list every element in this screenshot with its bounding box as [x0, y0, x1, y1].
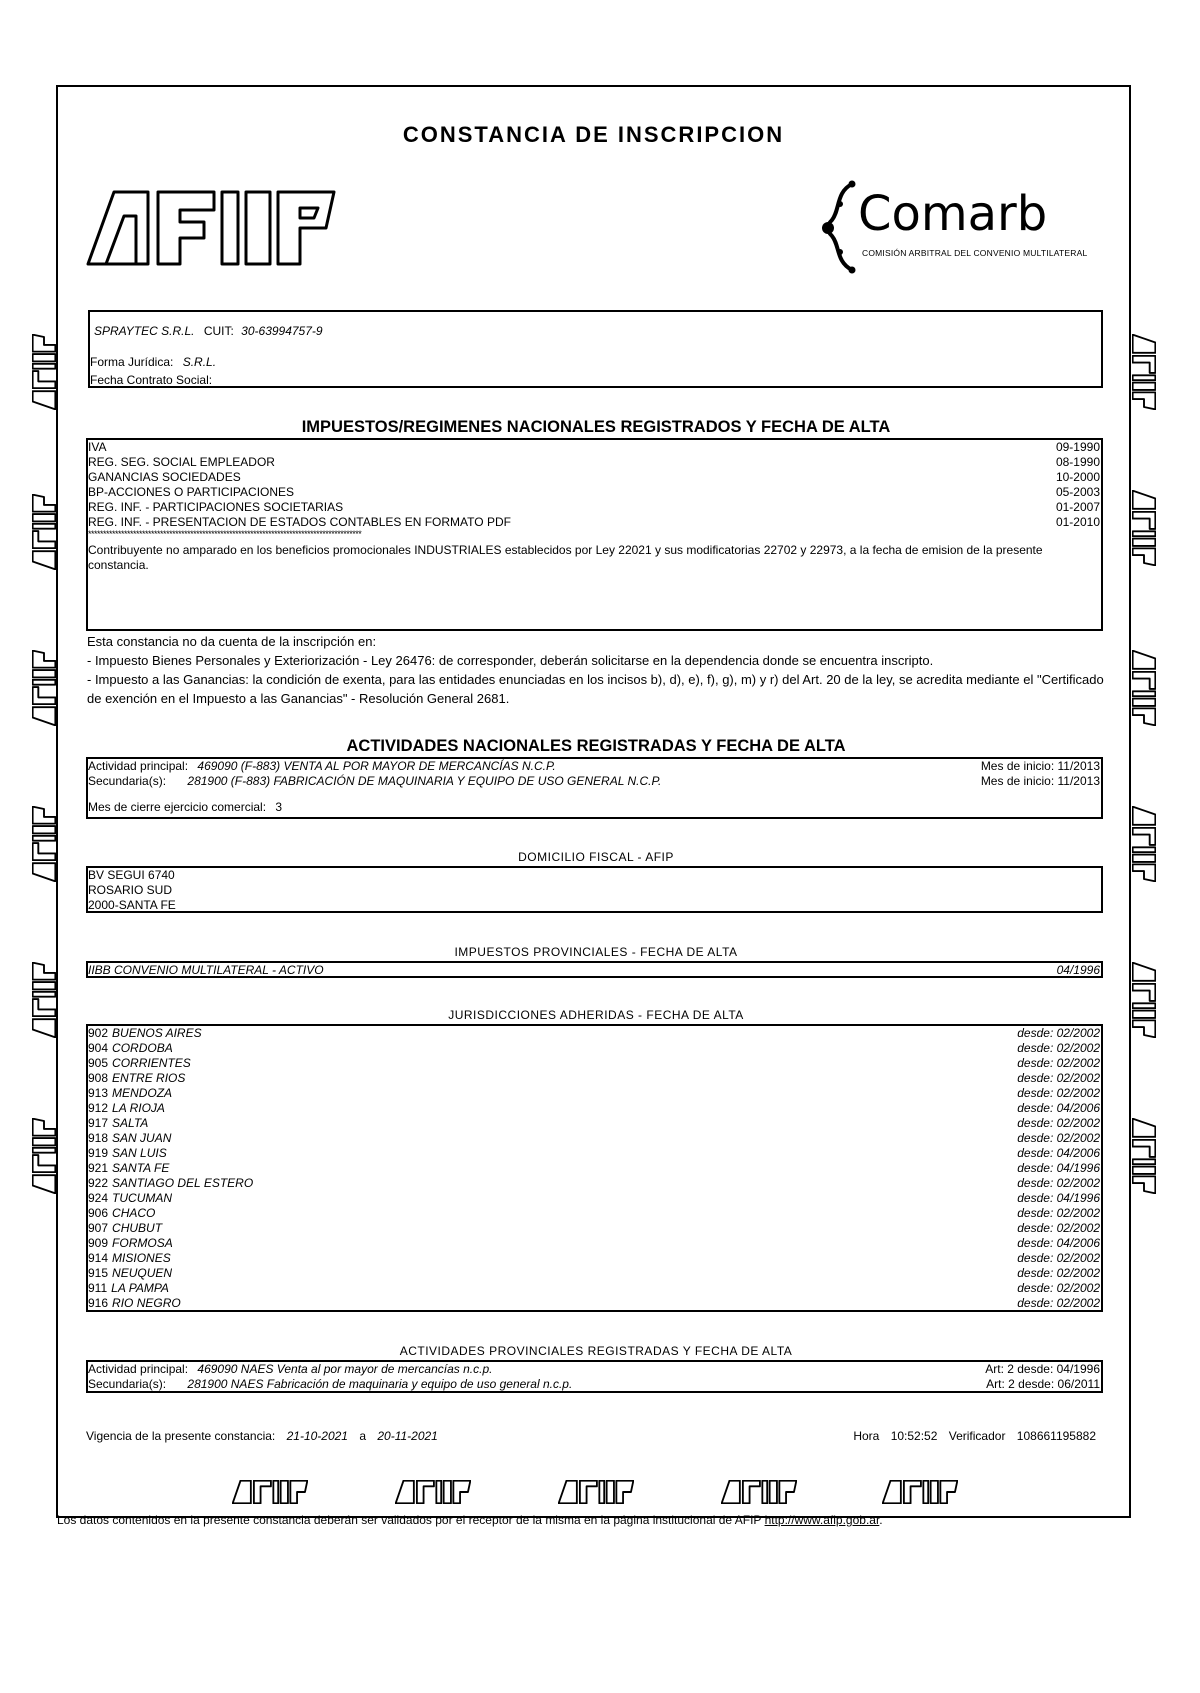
jurisdiction-name: SAN JUAN	[112, 1131, 172, 1145]
taxpayer-box	[88, 310, 1103, 388]
jurisdiction-row	[88, 1086, 1101, 1101]
national-activities-box	[86, 757, 1103, 819]
tax-date: 08-1990	[1055, 455, 1100, 469]
provincial-taxes-heading: IMPUESTOS PROVINCIALES - FECHA DE ALTA	[454, 945, 738, 959]
prov-activity-secondary-value: 281900 NAES Fabricación de maquinaria y equipo de uso general n.c.p.	[187, 1377, 573, 1391]
jurisdiction-code: 911	[88, 1281, 108, 1295]
jurisdiction-name: ENTRE RIOS	[112, 1071, 186, 1085]
jurisdiction-row	[88, 1071, 1101, 1086]
tax-row	[88, 515, 1101, 530]
address-line: BV SEGUI 6740	[88, 868, 175, 882]
comarb-logo	[818, 180, 1108, 275]
jurisdiction-row	[88, 1251, 1101, 1266]
jurisdiction-code: 902	[88, 1026, 109, 1040]
activity-principal-start: Mes de inicio: 11/2013	[980, 759, 1100, 773]
jurisdiction-since: desde: 02/2002	[1017, 1296, 1100, 1310]
afip-footer-logo	[395, 1480, 471, 1504]
jurisdiction-since: desde: 04/2006	[1017, 1101, 1100, 1115]
jurisdiction-name: BUENOS AIRES	[112, 1026, 202, 1040]
jurisdiction-since: desde: 02/2002	[1017, 1206, 1100, 1220]
cuit-value: 30-63994757-9	[241, 324, 323, 338]
provincial-taxes-box	[86, 961, 1103, 978]
afip-watermark-left	[58, 1118, 82, 1194]
activity-principal-row	[88, 759, 1101, 774]
address-line: ROSARIO SUD	[88, 883, 173, 897]
jurisdiction-code: 913	[88, 1086, 109, 1100]
jurisdiction-row	[88, 1116, 1101, 1131]
jurisdiction-code: 922	[88, 1176, 109, 1190]
tax-row	[88, 500, 1101, 515]
legal-form-value: S.R.L.	[182, 355, 217, 369]
cuit-label: CUIT:	[203, 324, 234, 338]
prov-activity-secondary-since: Art: 2 desde: 06/2011	[986, 1377, 1100, 1391]
jurisdiction-name: SALTA	[112, 1116, 149, 1130]
taxpayer-name: SPRAYTEC S.R.L.	[94, 324, 195, 338]
tax-row	[88, 440, 1101, 455]
activity-secondary-label: Secundaria(s):	[88, 774, 167, 788]
validity-sep: a	[359, 1429, 367, 1443]
tax-name: IVA	[88, 440, 107, 454]
jurisdiction-name: CHACO	[112, 1206, 156, 1220]
time-value: 10:52:52	[890, 1429, 938, 1443]
tax-row	[88, 470, 1101, 485]
jurisdictions-box	[86, 1024, 1103, 1312]
jurisdiction-since: desde: 02/2002	[1017, 1221, 1100, 1235]
address-lines	[88, 868, 1101, 913]
national-taxes-list	[88, 440, 1101, 530]
validity-from: 21-10-2021	[286, 1429, 348, 1443]
fiscal-close-label: Mes de cierre ejercicio comercial:	[88, 800, 267, 814]
tax-date: 01-2007	[1055, 500, 1100, 514]
afip-footer-logo	[882, 1480, 958, 1504]
verifier-label: Verificador	[948, 1429, 1006, 1443]
jurisdiction-row	[88, 1221, 1101, 1236]
provincial-tax-name: IIBB CONVENIO MULTILATERAL - ACTIVO	[88, 963, 324, 977]
footer-end: .	[879, 1513, 883, 1527]
jurisdiction-since: desde: 02/2002	[1017, 1251, 1100, 1265]
jurisdiction-code: 904	[88, 1041, 109, 1055]
validity-label: Vigencia de la presente constancia:	[86, 1429, 276, 1443]
tax-row	[88, 455, 1101, 470]
national-taxes-heading: IMPUESTOS/REGIMENES NACIONALES REGISTRADOS Y FECHA DE ALTA	[301, 418, 891, 436]
jurisdiction-code: 907	[88, 1221, 109, 1235]
verifier-line	[853, 1429, 1096, 1444]
afip-watermark-right	[1106, 334, 1130, 410]
tax-name: REG. SEG. SOCIAL EMPLEADOR	[88, 455, 275, 469]
jurisdiction-name: LA RIOJA	[112, 1101, 165, 1115]
afip-watermark-left	[58, 334, 82, 410]
footer-text: Los datos contenidos en la presente constancia deberán ser validados por el receptor de la misma en la página institucional de AFIP	[57, 1513, 762, 1527]
notes	[87, 632, 1117, 708]
jurisdiction-row	[88, 1161, 1101, 1176]
afip-watermark-right	[1106, 490, 1130, 566]
validity-line	[86, 1429, 438, 1444]
jurisdiction-name: MENDOZA	[112, 1086, 173, 1100]
activity-secondary-start: Mes de inicio: 11/2013	[980, 774, 1100, 788]
national-taxes-box	[86, 438, 1103, 631]
afip-footer-logo	[558, 1480, 634, 1504]
jurisdiction-since: desde: 02/2002	[1017, 1071, 1100, 1085]
jurisdiction-row	[88, 1281, 1101, 1296]
jurisdiction-code: 924	[88, 1191, 109, 1205]
jurisdiction-name: CORRIENTES	[112, 1056, 191, 1070]
jurisdiction-code: 918	[88, 1131, 109, 1145]
jurisdiction-row	[88, 1131, 1101, 1146]
jurisdiction-name: FORMOSA	[112, 1236, 173, 1250]
afip-watermark-right	[1106, 1118, 1130, 1194]
jurisdiction-code: 914	[88, 1251, 109, 1265]
jurisdiction-since: desde: 02/2002	[1017, 1131, 1100, 1145]
activity-principal-label: Actividad principal:	[88, 759, 189, 773]
jurisdiction-code: 916	[88, 1296, 109, 1310]
jurisdiction-row	[88, 1041, 1101, 1056]
jurisdiction-since: desde: 04/1996	[1017, 1161, 1100, 1175]
tax-name: REG. INF. - PRESENTACION DE ESTADOS CONTABLES EN FORMATO PDF	[88, 515, 511, 529]
jurisdiction-name: CORDOBA	[112, 1041, 173, 1055]
jurisdiction-name: NEUQUEN	[112, 1266, 173, 1280]
notes-intro: Esta constancia no da cuenta de la inscripción en:	[87, 634, 377, 649]
tax-name: GANANCIAS SOCIEDADES	[88, 470, 241, 484]
afip-watermark-right	[1106, 806, 1130, 882]
activity-secondary-row	[88, 774, 1101, 789]
jurisdiction-row	[88, 1176, 1101, 1191]
contract-date-label: Fecha Contrato Social:	[90, 373, 213, 387]
afip-watermark-right	[1106, 650, 1130, 726]
afip-logo	[86, 190, 336, 266]
jurisdiction-code: 906	[88, 1206, 109, 1220]
jurisdictions-heading: JURISDICCIONES ADHERIDAS - FECHA DE ALTA	[448, 1008, 744, 1022]
afip-watermark-left	[58, 806, 82, 882]
jurisdiction-name: SAN LUIS	[112, 1146, 167, 1160]
tax-date: 01-2010	[1055, 515, 1100, 529]
jurisdiction-since: desde: 02/2002	[1017, 1281, 1100, 1295]
validity-to: 20-11-2021	[377, 1429, 438, 1443]
document-title: CONSTANCIA DE INSCRIPCION	[402, 122, 785, 147]
jurisdiction-code: 912	[88, 1101, 109, 1115]
jurisdiction-since: desde: 02/2002	[1017, 1176, 1100, 1190]
tax-date: 05-2003	[1055, 485, 1100, 499]
jurisdiction-code: 919	[88, 1146, 109, 1160]
jurisdiction-since: desde: 02/2002	[1017, 1086, 1100, 1100]
activity-secondary-value: 281900 (F-883) FABRICACIÓN DE MAQUINARIA Y EQUIPO DE USO GENERAL N.C.P.	[187, 774, 662, 788]
jurisdiction-name: RIO NEGRO	[112, 1296, 181, 1310]
prov-activity-secondary-row	[88, 1377, 1101, 1392]
afip-watermark-left	[58, 494, 82, 570]
legal-form-label: Forma Jurídica:	[90, 355, 174, 369]
promo-remark: Contribuyente no amparado en los beneficios promocionales INDUSTRIALES establecidos por Ley 22021 y sus modificatorias 22702 y 22973, a la fecha de emision de la presente constancia.	[88, 543, 1043, 572]
fiscal-close-value: 3	[275, 800, 283, 814]
jurisdictions-list	[88, 1026, 1101, 1311]
jurisdiction-since: desde: 02/2002	[1017, 1056, 1100, 1070]
provincial-activities-box	[86, 1360, 1103, 1393]
jurisdiction-row	[88, 1056, 1101, 1071]
prov-activity-principal-label: Actividad principal:	[88, 1362, 189, 1376]
fiscal-close-row	[88, 800, 1101, 815]
jurisdiction-row	[88, 1206, 1101, 1221]
address-heading: DOMICILIO FISCAL - AFIP	[518, 850, 674, 864]
jurisdiction-name: LA PAMPA	[111, 1281, 169, 1295]
afip-watermark-left	[58, 650, 82, 726]
afip-footer-logo	[232, 1480, 308, 1504]
jurisdiction-since: desde: 02/2002	[1017, 1026, 1100, 1040]
afip-link[interactable]: http://www.afip.gob.ar	[764, 1513, 880, 1527]
provincial-tax-row	[88, 963, 1101, 978]
afip-watermark-left	[58, 962, 82, 1038]
jurisdiction-row	[88, 1266, 1101, 1281]
jurisdiction-since: desde: 02/2002	[1017, 1266, 1100, 1280]
jurisdiction-code: 915	[88, 1266, 109, 1280]
provincial-activities-heading: ACTIVIDADES PROVINCIALES REGISTRADAS Y FECHA DE ALTA	[399, 1344, 793, 1358]
tax-date: 10-2000	[1055, 470, 1100, 484]
jurisdiction-code: 909	[88, 1236, 109, 1250]
tax-name: REG. INF. - PARTICIPACIONES SOCIETARIAS	[88, 500, 344, 514]
jurisdiction-since: desde: 04/2006	[1017, 1236, 1100, 1250]
footer-text-line	[57, 1513, 883, 1528]
notes-line1: - Impuesto Bienes Personales y Exteriorización - Ley 26476: de corresponder, deberán solicitarse en la dependencia donde se encuentra inscripto.	[87, 653, 934, 668]
afip-watermark-right	[1106, 962, 1130, 1038]
separator: *******************************************************************************************	[88, 530, 362, 539]
jurisdiction-row	[88, 1026, 1101, 1041]
prov-activity-principal-value: 469090 NAES Venta al por mayor de mercancías n.c.p.	[197, 1362, 493, 1376]
provincial-tax-date: 04/1996	[1056, 963, 1100, 977]
prov-activity-principal-row	[88, 1362, 1101, 1377]
tax-name: BP-ACCIONES O PARTICIPACIONES	[88, 485, 295, 499]
tax-row	[88, 485, 1101, 500]
verifier-value: 108661195882	[1016, 1429, 1096, 1443]
comarb-name: Comarb	[858, 186, 1048, 242]
notes-line2: - Impuesto a las Ganancias: la condición de exenta, para las entidades enunciadas en los incisos b), d), e), f), g), m) y r) del Art. 20 de la ley, se acredita mediante el "Certificado de exención en el Impuesto a las Ganancias" - Resolución General 2681.	[87, 672, 1104, 706]
jurisdiction-code: 917	[88, 1116, 109, 1130]
comarb-subtitle: COMISIÓN ARBITRAL DEL CONVENIO MULTILATERAL	[862, 248, 1088, 258]
jurisdiction-row	[88, 1296, 1101, 1311]
jurisdiction-name: TUCUMAN	[112, 1191, 173, 1205]
jurisdiction-name: CHUBUT	[112, 1221, 163, 1235]
jurisdiction-since: desde: 04/2006	[1017, 1146, 1100, 1160]
prov-activity-principal-since: Art: 2 desde: 04/1996	[985, 1362, 1100, 1376]
jurisdiction-row	[88, 1191, 1101, 1206]
jurisdiction-row	[88, 1236, 1101, 1251]
jurisdiction-name: MISIONES	[112, 1251, 171, 1265]
activity-principal-value: 469090 (F-883) VENTA AL POR MAYOR DE MERCANCÍAS N.C.P.	[197, 759, 556, 773]
tax-date: 09-1990	[1055, 440, 1100, 454]
time-label: Hora	[853, 1429, 880, 1443]
jurisdiction-code: 921	[88, 1161, 109, 1175]
national-activities-heading: ACTIVIDADES NACIONALES REGISTRADAS Y FECHA DE ALTA	[346, 737, 846, 755]
jurisdiction-row	[88, 1146, 1101, 1161]
afip-footer-logo	[721, 1480, 797, 1504]
jurisdiction-since: desde: 04/1996	[1017, 1191, 1100, 1205]
jurisdiction-name: SANTA FE	[112, 1161, 170, 1175]
prov-activity-secondary-label: Secundaria(s):	[88, 1377, 167, 1391]
address-line: 2000-SANTA FE	[88, 898, 176, 912]
jurisdiction-since: desde: 02/2002	[1017, 1041, 1100, 1055]
jurisdiction-since: desde: 02/2002	[1017, 1116, 1100, 1130]
jurisdiction-code: 905	[88, 1056, 109, 1070]
jurisdiction-row	[88, 1101, 1101, 1116]
jurisdiction-name: SANTIAGO DEL ESTERO	[112, 1176, 254, 1190]
address-box	[86, 866, 1103, 913]
jurisdiction-code: 908	[88, 1071, 109, 1085]
